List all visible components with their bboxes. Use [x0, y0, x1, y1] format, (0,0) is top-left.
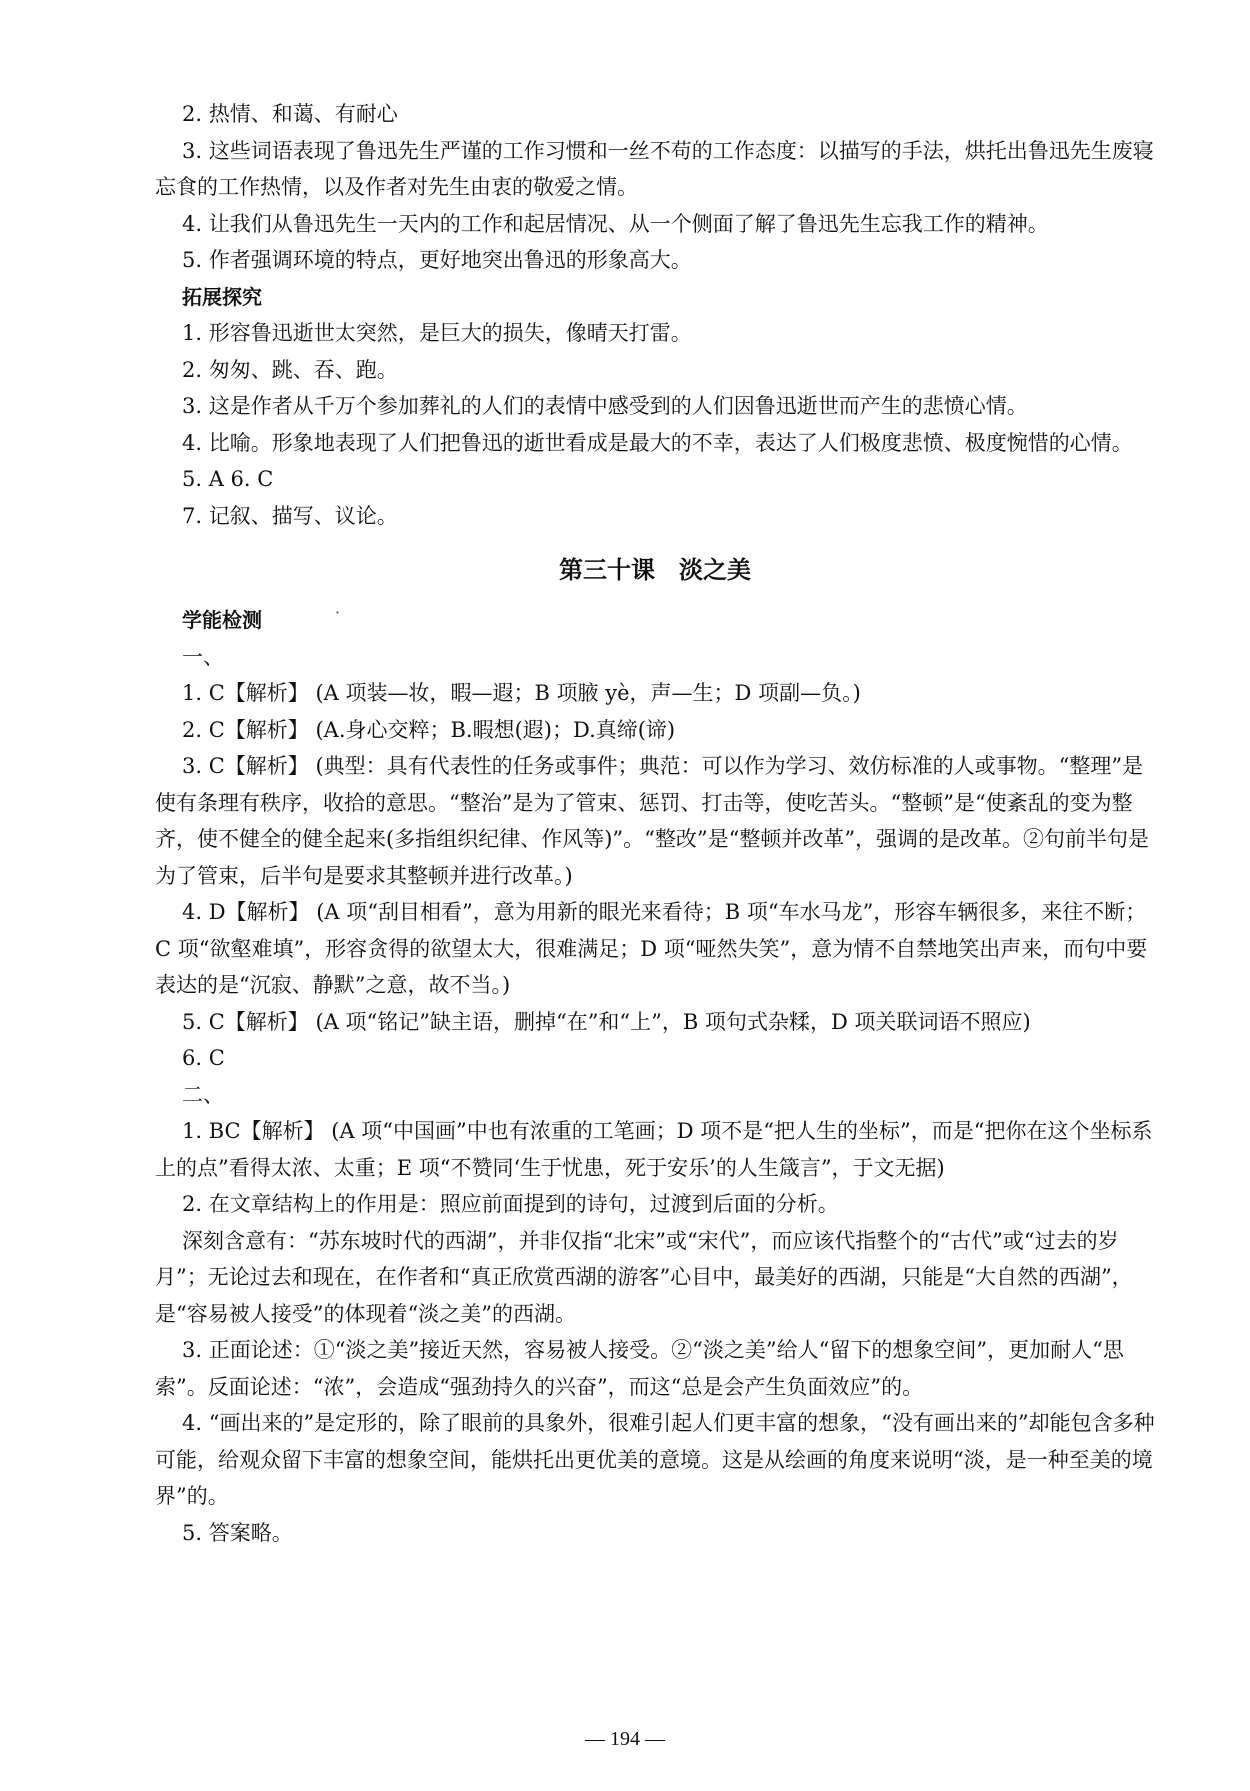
- section-heading-xueneng: 学能检测: [182, 608, 262, 632]
- answer-line: 2. 匆匆、跳、吞、跑。: [182, 357, 398, 382]
- answer-line: 2. C【解析】 (A.身心交粹；B.暇想(遐)；D.真缔(谛): [182, 717, 676, 742]
- answer-line: 1. 形容鲁迅逝世太突然，是巨大的损失，像晴天打雷。: [182, 321, 692, 345]
- answer-line: 3. 这些词语表现了鲁迅先生严谨的工作习惯和一丝不苟的工作态度：以描写的手法，烘托出鲁迅先生废寝忘食的工作热情，以及作者对先生由衷的敬爱之情。: [155, 138, 1154, 199]
- subsection-label-two: 二、: [182, 1082, 224, 1107]
- answer-line: 2. 热情、和蔼、有耐心: [182, 102, 398, 126]
- answer-line: 3. 正面论述：①“淡之美”接近天然，容易被人接受。②“淡之美”给人“留下的想象空间”，更加耐人“思索”。反面论述：“浓”，会造成“强劲持久的兴奋”，而这“总是会产生负面效应”的。: [155, 1338, 1124, 1399]
- lesson-title: 第三十课 淡之美: [559, 556, 751, 584]
- answer-line: 3. 这是作者从千万个参加葬礼的人们的表情中感受到的人们因鲁迅逝世而产生的悲愤心情。: [182, 394, 1028, 418]
- answer-line: 4. 比喻。形象地表现了人们把鲁迅的逝世看成是最大的不幸，表达了人们极度悲愤、极度惋惜的心情。: [182, 430, 1133, 455]
- answer-line: 1. C【解析】 (A 项装—妆，暇—遐；B 项腋 yè，声—生；D 项副—负。): [182, 681, 861, 705]
- stray-mark: ·: [335, 603, 341, 622]
- answer-line: 7. 记叙、描写、议论。: [182, 503, 398, 528]
- answer-line: 5. 作者强调环境的特点，更好地突出鲁迅的形象高大。: [182, 248, 692, 272]
- answer-line: 深刻含意有：“苏东坡时代的西湖”，并非仅指“北宋”或“宋代”，而应该代指整个的“古代”或“过去的岁月”；无论过去和现在，在作者和“真正欣赏西湖的游客”心目中，最美好的西湖，只能是“大自然的西湖”，是“容易被人接受”的体现着“淡之美”的西湖。: [155, 1228, 1133, 1326]
- page-content: [155, 96, 1155, 1551]
- answer-line: 4. “画出来的”是定形的，除了眼前的具象外，很难引起人们更丰富的想象，“没有画出来的”却能包含多种可能，给观众留下丰富的想象空间，能烘托出更优美的意境。这是从绘画的角度来说明“淡，是一种至美的境界”的。: [155, 1411, 1155, 1508]
- answer-line: 5. A 6. C: [182, 467, 274, 491]
- answer-line: 5. C【解析】 (A 项“铭记”缺主语，删掉“在”和“上”，B 项句式杂糅，D 项关联词语不照应): [182, 1009, 1031, 1034]
- section-heading-tuozhan: 拓展探究: [182, 284, 262, 309]
- answer-line: 1. BC【解析】 (A 项“中国画”中也有浓重的工笔画；D 项不是“把人生的坐标”，而是“把你在这个坐标系上的点”看得太浓、太重；E 项“不赞同‘生于忧患，死于安乐’的人生箴言”，于文无据): [155, 1119, 1153, 1180]
- answer-line: 2. 在文章结构上的作用是：照应前面提到的诗句，过渡到后面的分析。: [182, 1192, 839, 1216]
- answer-line: 6. C: [182, 1046, 225, 1070]
- answer-line: 3. C【解析】 (典型：具有代表性的任务或事件；典范：可以作为学习、效仿标准的人或事物。“整理”是使有条理有秩序，收拾的意思。“整治”是为了管束、惩罚、打击等，使吃苦头。“整顿”是“使紊乱的变为整齐，使不健全的健全起来(多指组织纪律、作风等)”。“整改”是“整顿并改革”，强调的是改革。②句前半句是为了管束，后半句是要求其整顿并进行改革。): [155, 754, 1150, 888]
- answer-line: 4. 让我们从鲁迅先生一天内的工作和起居情况、从一个侧面了解了鲁迅先生忘我工作的精神。: [182, 211, 1049, 236]
- answer-line: 4. D【解析】 (A 项“刮目相看”，意为用新的眼光来看待；B 项“车水马龙”，形容车辆很多，来往不断；C 项“欲壑难填”，形容贪得的欲望太大，很难满足；D 项“哑然失笑”，意为情不自禁地笑出声来，而句中要表达的是“沉寂、静默”之意，故不当。): [155, 900, 1148, 997]
- subsection-label-one: 一、: [182, 644, 224, 669]
- page-number: — 194 —: [585, 1728, 665, 1750]
- answer-line: 5. 答案略。: [182, 1520, 293, 1545]
